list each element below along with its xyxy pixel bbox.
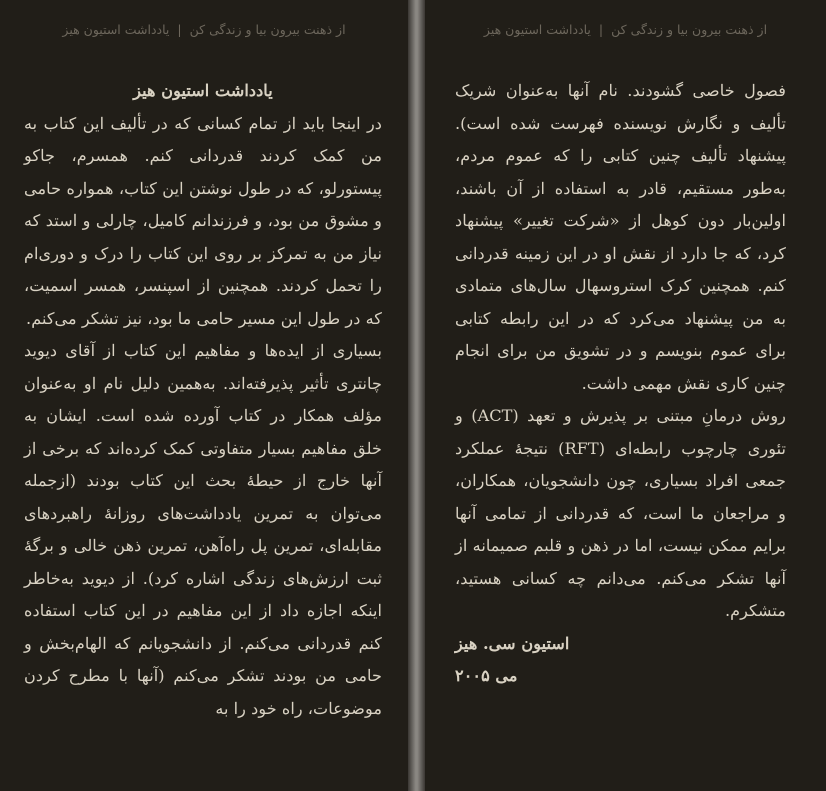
header-separator: | (598, 22, 604, 37)
section-heading: یادداشت استیون هیز (133, 81, 273, 100)
signature-date (455, 660, 786, 693)
signature-date-text: می ۲۰۰۵ (455, 666, 518, 685)
running-header (0, 22, 408, 37)
running-header (425, 22, 826, 37)
page-body (455, 75, 786, 693)
right-page (425, 0, 826, 791)
header-section-title: یادداشت استیون هیز (62, 22, 170, 37)
signature-name-text: استیون سی. هیز (455, 633, 570, 653)
header-book-title: از ذهنت بیرون بیا و زندگی کن (189, 22, 346, 37)
left-page (0, 0, 408, 791)
signature-name (455, 628, 786, 661)
header-separator: | (177, 22, 182, 37)
paragraph: فصول خاصی گشودند. نام آنها به‌عنوان شریک تألیف و نگارش نویسنده فهرست شده است). پیشنهاد تألیف چنین کتابی را که عموم مردم، به‌طور مستقیم، قادر به استفاده از آن باشند، اولین‌بار دون کوهل از «شرکت تغییر» پیشنهاد کرد، که جا دارد از نقش او در این زمینه قدردانی کنم. همچنین کرک استروسهال سال‌های متمادی به من پیشنهاد می‌کرد که در این رابطه کتابی برای عموم بنویسم و در تشویق من برای انجام چنین کاری نقش مهمی داشت. (455, 81, 786, 393)
header-section-title: یادداشت استیون هیز (483, 22, 591, 37)
paragraph: روش درمانِ مبتنی بر پذیرش و تعهد (ACT) و تئوری چارچوب رابطه‌ای (RFT) نتیجهٔ عملکرد جمعی افراد بسیاری، چون دانشجویان، همکاران، و مراجعان ما است، که قدردانی از تمامی آنها برایم ممکن نیست، اما در ذهن و قلبم صمیمانه از آنها تشکر می‌کنم. می‌دانم چه کسانی هستید، متشکرم. (455, 406, 787, 620)
paragraph: بسیاری از ایده‌ها و مفاهیم این کتاب از آقای دیوید چانتری تأثیر پذیرفته‌اند. به‌همین دلیل نام او به‌عنوان مؤلف همکار در کتاب آورده شده است. ایشان به خلق مفاهیم بسیار متفاوتی کمک کرده‌اند که برخی از آنها خارج از حیطهٔ بحث این کتاب بودند (ازجمله می‌توان به تمرین یادداشت‌های روزانهٔ راهبردهای مقابله‌ای، تمرین پل راه‌آهن، تمرین ذهن خالی و برگهٔ ثبت ارزش‌های زندگی اشاره کرد). از دیوید به‌خاطر اینکه اجازه داد از این مفاهیم در این کتاب استفاده کنم قدردانی می‌کنم. از دانشجویانم که الهام‌بخش و حامی من بودند تشکر می‌کنم (آنها با مطرح کردن موضوعات، راه خود را به (24, 341, 382, 718)
header-book-title: از ذهنت بیرون بیا و زندگی کن (611, 22, 768, 37)
page-body (24, 75, 382, 725)
book-gutter (408, 0, 425, 791)
paragraph: در اینجا باید از تمام کسانی که در تألیف این کتاب به من کمک کردند قدردانی کنم. همسرم، جاکو پیستورلو، که در طول نوشتن این کتاب، همواره حامی و مشوق من بود، و فرزندانم کامیل، چارلی و استد که نیاز من به تمرکز بر روی این کتاب را درک و دوری‌ام را تحمل کردند. همچنین از اسپنسر، همسر اسمیت، که در طول این مسیر حامی ما بود، نیز تشکر می‌کنم. (24, 113, 382, 328)
